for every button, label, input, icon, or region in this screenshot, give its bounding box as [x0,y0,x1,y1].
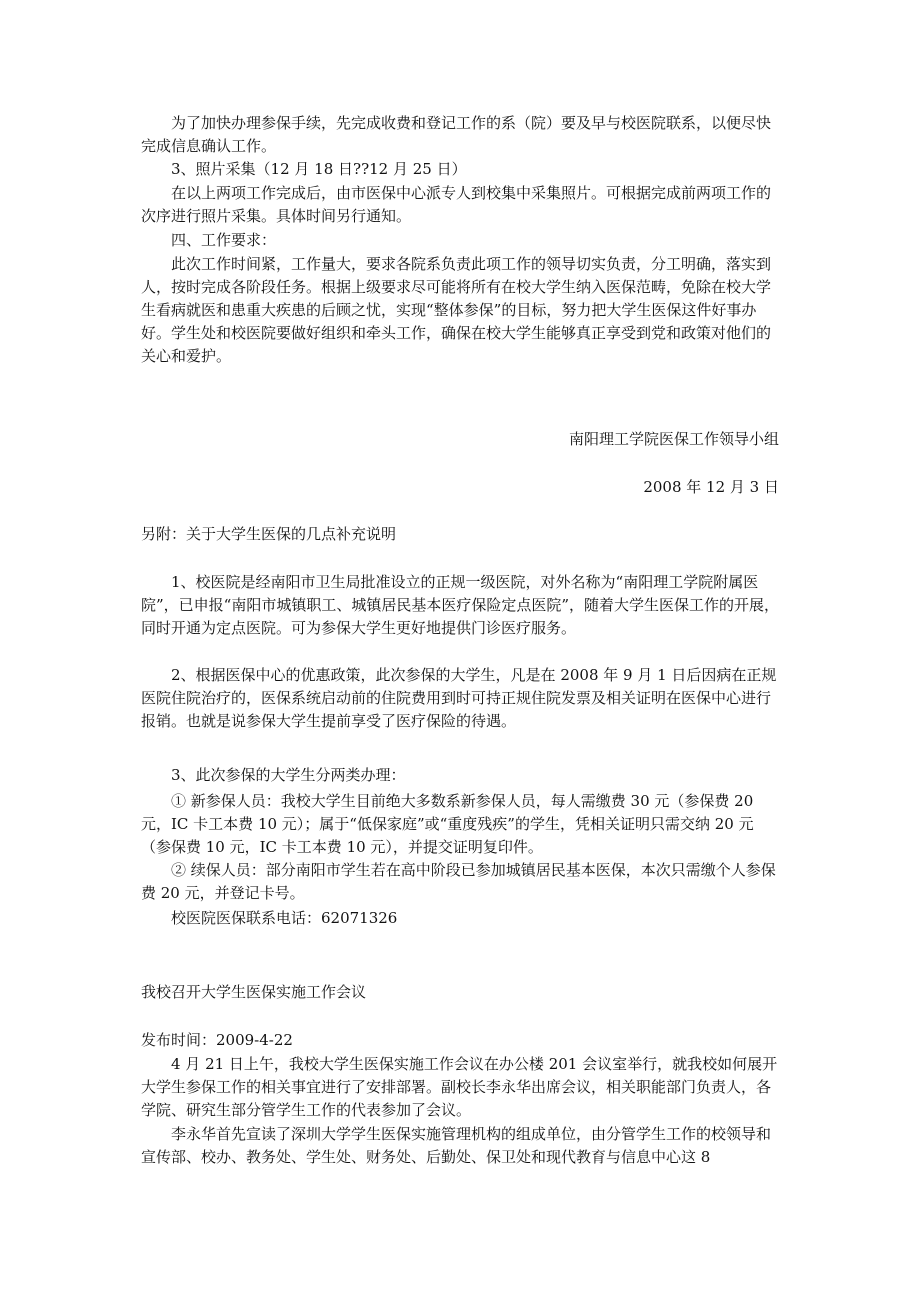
supplement-item-3: 3、此次参保的大学生分两类办理： [171,766,406,784]
heading-photo-collection: 3、照片采集（12 月 18 日??12 月 25 日） [171,160,467,178]
heading-work-requirements: 四、工作要求： [171,231,277,249]
paragraph-registration-contact: 为了加快办理参保手续，先完成收费和登记工作的系（院）要及早与校医院联系，以便尽快完成信息确认工作。 [141,114,772,155]
supplement-title: 另附：关于大学生医保的几点补充说明 [141,525,397,543]
supplement-item-3-new-participants: ① 新参保人员：我校大学生目前绝大多数系新参保人员，每人需缴费 30 元（参保费 20 元，IC 卡工本费 10 元）；属于“低保家庭”或“重度残疾”的学生，凭相关证明只需交纳 20 元（参保费 10 元，IC 卡工本费 10 元），并提交证明复印件。 [141,792,754,856]
news-paragraph-1: 4 月 21 日上午，我校大学生医保实施工作会议在办公楼 201 会议室举行，就我校如何展开大学生参保工作的相关事宜进行了安排部署。副校长李永华出席会议，相关职能部门负责人，各学院、研究生部分管学生工作的代表参加了会议。 [141,1055,778,1119]
news-paragraph-2: 李永华首先宣读了深圳大学学生医保实施管理机构的组成单位，由分管学生工作的校领导和宣传部、校办、教务处、学生处、财务处、后勤处、保卫处和现代教育与信息中心这 8 [141,1125,772,1166]
contact-phone: 校医院医保联系电话：62071326 [171,909,398,927]
news-title: 我校召开大学生医保实施工作会议 [141,983,367,1001]
supplement-item-1: 1、校医院是经南阳市卫生局批准设立的正规一级医院，对外名称为“南阳理工学院附属医院”，已申报“南阳市城镇职工、城镇居民基本医疗保险定点医院”，随着大学生医保工作的开展，同时开通为定点医院。可为参保大学生更好地提供门诊医疗服务。 [141,573,780,637]
publish-time: 发布时间：2009-4-22 [141,1031,293,1049]
supplement-item-2: 2、根据医保中心的优惠政策，此次参保的大学生，凡是在 2008 年 9 月 1 日后因病在正规医院住院治疗的，医保系统启动前的住院费用到时可持正规住院发票及相关证明在医保中心进行报销。也就是说参保大学生提前享受了医疗保险的待遇。 [141,666,777,730]
date-line: 2008 年 12 月 3 日 [643,478,779,496]
paragraph-work-requirements: 此次工作时间紧，工作量大，要求各院系负责此项工作的领导切实负责，分工明确，落实到人，按时完成各阶段任务。根据上级要求尽可能将所有在校大学生纳入医保范畴，免除在校大学生看病就医和患重大疾患的后顾之忧，实现“整体参保”的目标，努力把大学生医保这件好事办好。学生处和校医院要做好组织和牵头工作，确保在校大学生能够真正享受到党和政策对他们的关心和爱护。 [141,255,772,365]
paragraph-photo-collection: 在以上两项工作完成后，由市医保中心派专人到校集中采集照片。可根据完成前两项工作的次序进行照片采集。具体时间另行通知。 [141,184,772,225]
supplement-item-3-renewals: ② 续保人员：部分南阳市学生若在高中阶段已参加城镇居民基本医保，本次只需缴个人参保费 20 元，并登记卡号。 [141,861,776,902]
signature-line: 南阳理工学院医保工作领导小组 [568,430,779,448]
